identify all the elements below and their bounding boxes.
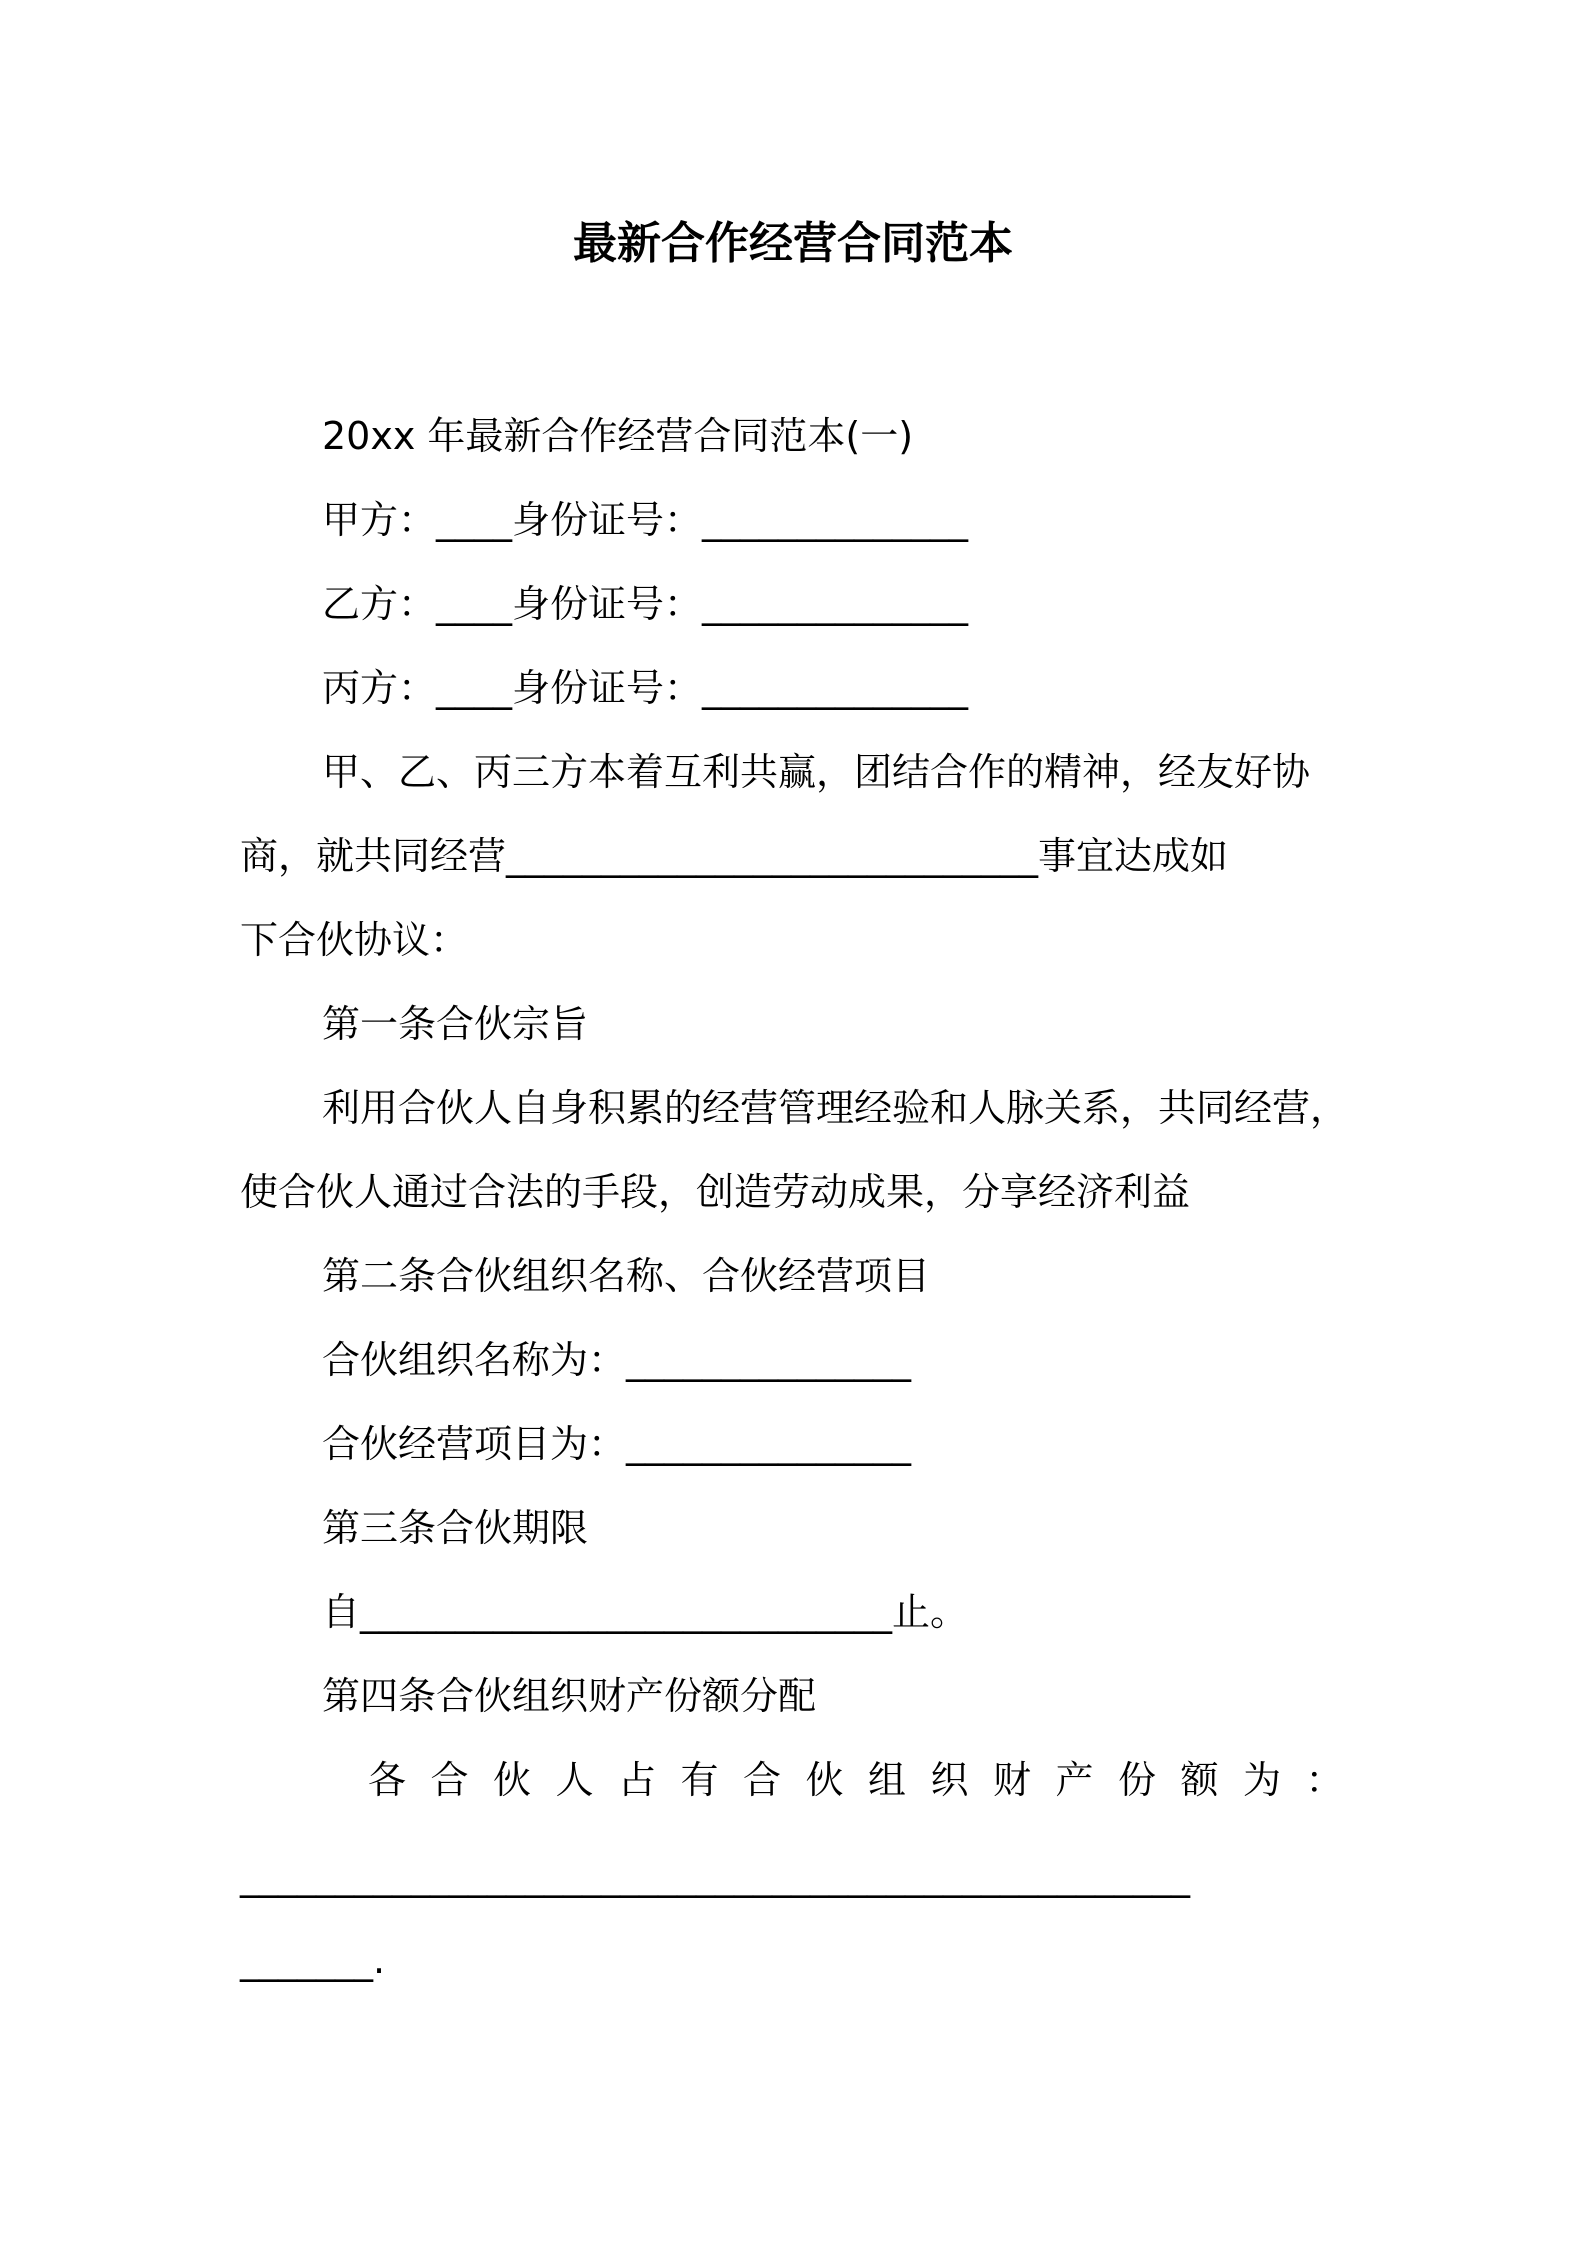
- article-1-text-line-1: 利用合伙人自身积累的经营管理经验和人脉关系，共同经营，: [322, 1086, 1349, 1130]
- intro-paragraph-line-2: 商，就共同经营____________________________事宜达成如: [240, 834, 1229, 878]
- party-a-line: 甲方：____身份证号：______________: [322, 498, 969, 542]
- article-1-heading: 第一条合伙宗旨: [322, 1002, 589, 1046]
- article-3-heading: 第三条合伙期限: [322, 1506, 589, 1550]
- party-c-line: 丙方：____身份证号：______________: [322, 666, 969, 710]
- article-4-text-line-1: 各合伙人占有合伙组织财产份额为：: [368, 1758, 1369, 1802]
- article-1-text-line-2: 使合伙人通过合法的手段，创造劳动成果，分享经济利益: [240, 1170, 1191, 1214]
- party-b-line: 乙方：____身份证号：______________: [322, 582, 969, 626]
- article-4-text-line-3: _______.: [240, 1938, 386, 1982]
- article-4-heading: 第四条合伙组织财产份额分配: [322, 1674, 817, 1718]
- article-2-name-line: 合伙组织名称为：_______________: [322, 1338, 912, 1382]
- article-2-heading: 第二条合伙组织名称、合伙经营项目: [322, 1254, 931, 1298]
- article-4-text-line-2: __________________________________________________: [240, 1854, 1190, 1898]
- intro-paragraph-line-3: 下合伙协议：: [240, 918, 469, 962]
- document-title: 最新合作经营合同范本: [573, 218, 1013, 269]
- article-2-project-line: 合伙经营项目为：_______________: [322, 1422, 912, 1466]
- article-3-text: 自____________________________止。: [322, 1590, 969, 1634]
- document-subtitle: 20xx 年最新合作经营合同范本(一): [322, 414, 914, 458]
- intro-paragraph-line-1: 甲、乙、丙三方本着互利共赢，团结合作的精神，经友好协: [322, 750, 1311, 794]
